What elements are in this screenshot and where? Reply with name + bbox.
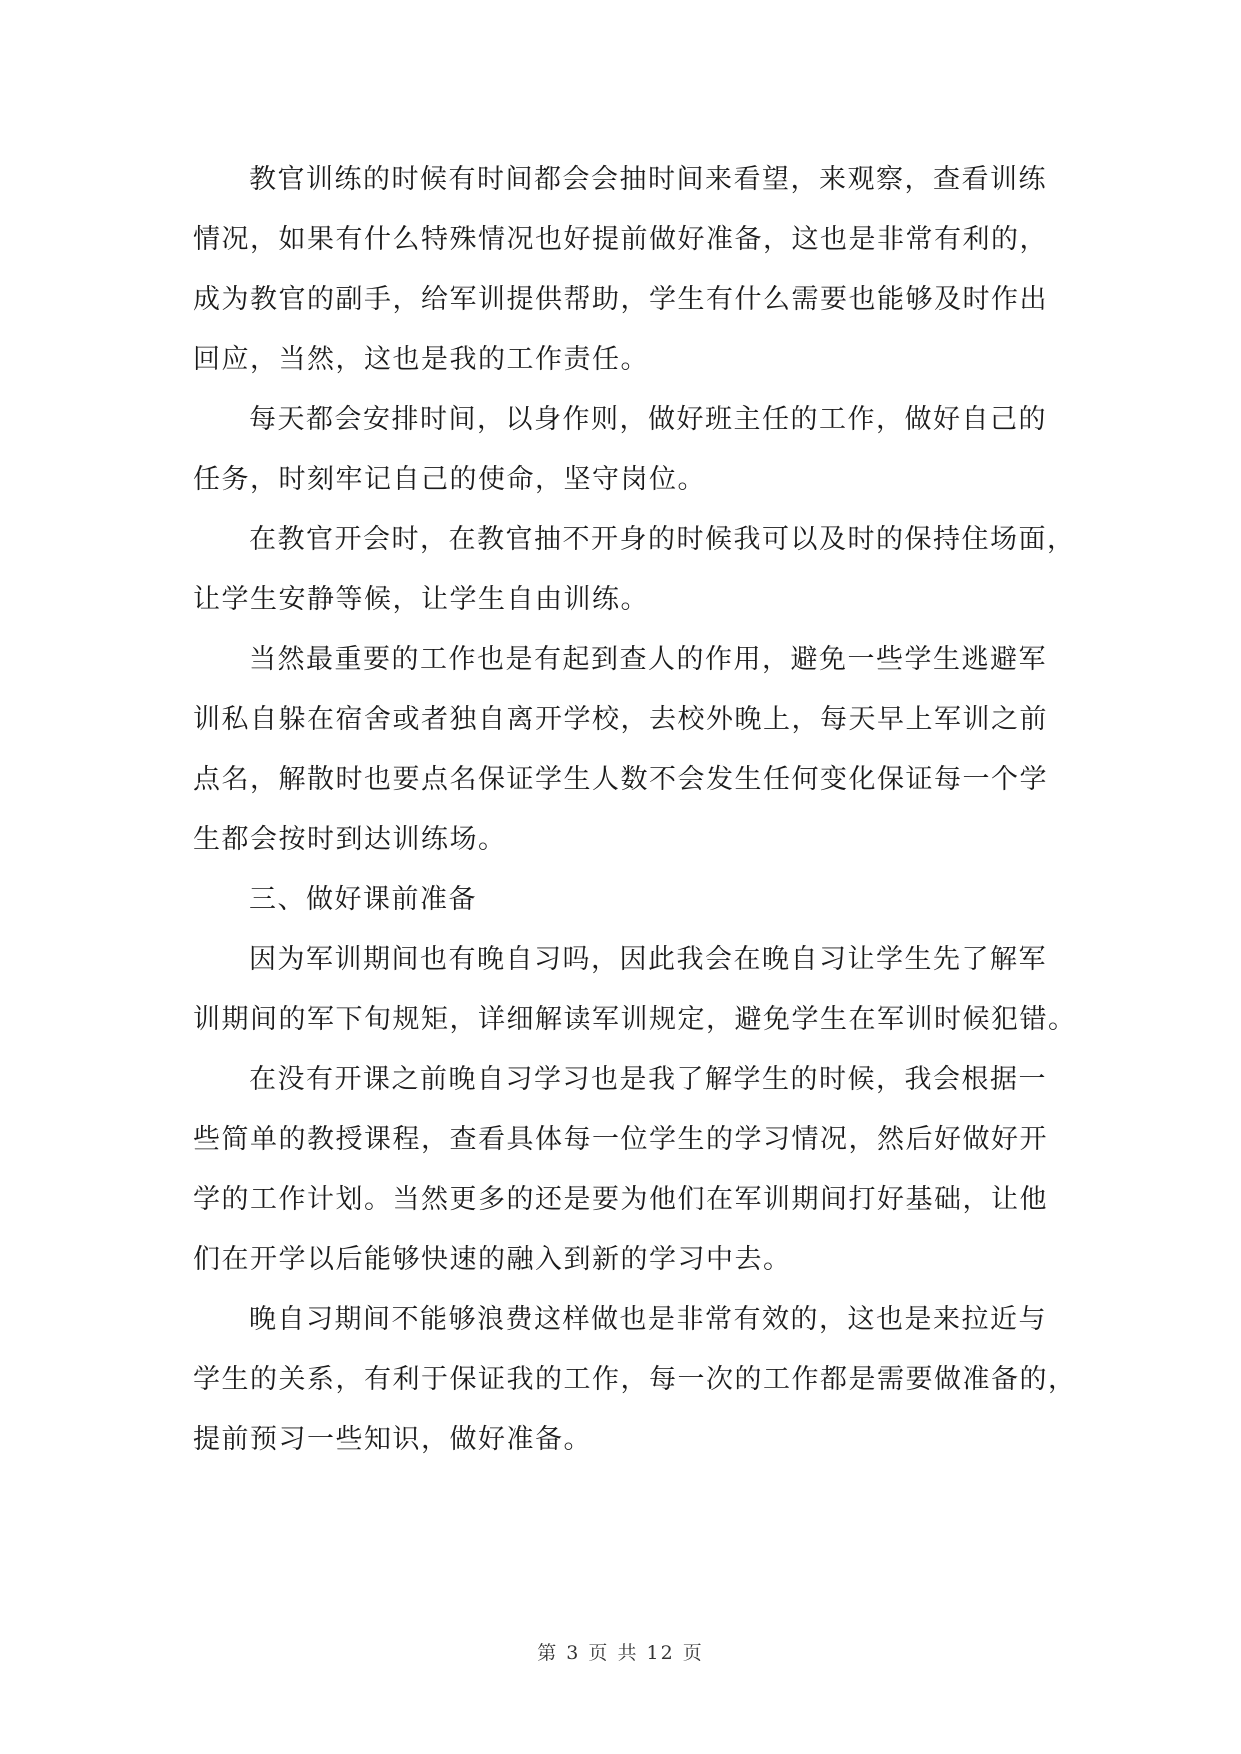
paragraph <box>193 1050 1053 1290</box>
text-line: 让学生安静等候，让学生自由训练。 <box>193 584 649 615</box>
text-line: 生都会按时到达训练场。 <box>193 824 507 855</box>
text-line: 学的工作计划。当然更多的还是要为他们在军训期间打好基础，让他 <box>193 1184 1048 1215</box>
paragraph <box>193 1290 1077 1470</box>
text-line: 每天都会安排时间，以身作则，做好班主任的工作，做好自己的 <box>249 404 1047 435</box>
text-line: 训期间的军下旬规矩，详细解读军训规定，避免学生在军训时候犯错。 <box>193 1004 1077 1035</box>
paragraph <box>193 870 1053 930</box>
paragraph <box>193 510 1076 630</box>
page-footer: 第 3 页 共 12 页 <box>537 1642 704 1664</box>
text-line: 三、做好课前准备 <box>249 884 477 915</box>
paragraph <box>193 630 1053 870</box>
text-line: 点名，解散时也要点名保证学生人数不会发生任何变化保证每一个学 <box>193 764 1048 795</box>
text-line: 回应，当然，这也是我的工作责任。 <box>193 344 649 375</box>
text-line: 因为军训期间也有晚自习吗，因此我会在晚自习让学生先了解军 <box>249 944 1047 975</box>
paragraph <box>193 930 1077 1050</box>
text-line: 训私自躲在宿舍或者独自离开学校，去校外晚上，每天早上军训之前 <box>193 704 1048 735</box>
text-line: 在没有开课之前晚自习学习也是我了解学生的时候，我会根据一 <box>249 1064 1047 1095</box>
body-text <box>193 150 1077 1470</box>
text-line: 学生的关系，有利于保证我的工作，每一次的工作都是需要做准备的， <box>193 1364 1077 1395</box>
text-line: 在教官开会时，在教官抽不开身的时候我可以及时的保持住场面， <box>249 524 1076 555</box>
text-line: 教官训练的时候有时间都会会抽时间来看望，来观察，查看训练 <box>249 164 1047 195</box>
text-line: 当然最重要的工作也是有起到查人的作用，避免一些学生逃避军 <box>249 644 1047 675</box>
paragraph <box>193 150 1053 390</box>
paragraph <box>193 390 1053 510</box>
text-line: 成为教官的副手，给军训提供帮助，学生有什么需要也能够及时作出 <box>193 284 1048 315</box>
text-line: 些简单的教授课程，查看具体每一位学生的学习情况，然后好做好开 <box>193 1124 1048 1155</box>
text-line: 情况，如果有什么特殊情况也好提前做好准备，这也是非常有利的， <box>193 224 1048 255</box>
text-line: 们在开学以后能够快速的融入到新的学习中去。 <box>193 1244 792 1275</box>
text-line: 晚自习期间不能够浪费这样做也是非常有效的，这也是来拉近与 <box>249 1304 1047 1335</box>
text-line: 提前预习一些知识，做好准备。 <box>193 1424 592 1455</box>
text-line: 任务，时刻牢记自己的使命，坚守岗位。 <box>193 464 706 495</box>
